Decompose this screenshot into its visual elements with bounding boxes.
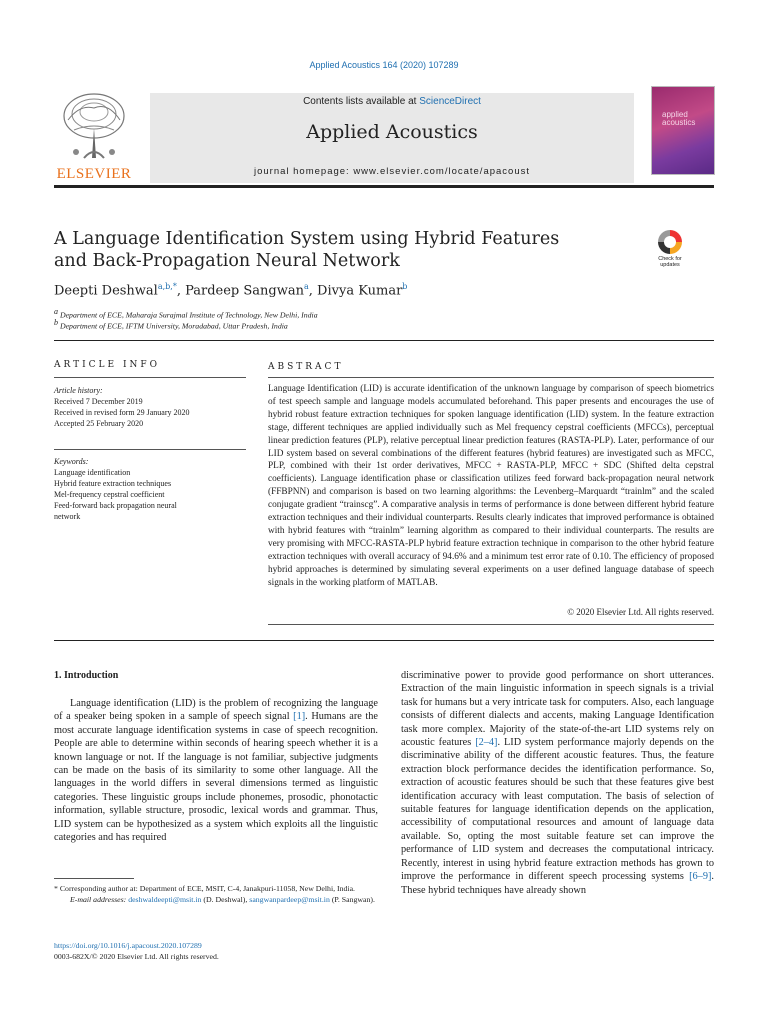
author-affil-sup[interactable]: a,b,* xyxy=(157,282,177,291)
paper-title xyxy=(54,228,574,272)
affiliation-text: Department of ECE, IFTM University, Moradabad, Uttar Pradesh, India xyxy=(59,321,288,331)
affiliation-sup: b xyxy=(54,318,58,327)
article-history xyxy=(54,385,249,429)
email-link[interactable]: deshwaldeepti@msit.in xyxy=(128,895,202,904)
footnote-rule xyxy=(54,878,134,879)
body-text: . These hybrid techniques have already shown xyxy=(401,871,714,896)
check-for-updates-button[interactable] xyxy=(650,228,690,268)
abstract-heading: ABSTRACT xyxy=(268,362,344,372)
citation-link[interactable]: [2–4] xyxy=(475,737,498,749)
doi-block xyxy=(54,940,219,962)
author-list xyxy=(54,282,407,298)
keyword: network xyxy=(54,512,81,521)
body-column-right xyxy=(401,669,714,897)
author-sep: , xyxy=(308,283,318,299)
body-text: . LID system performance majorly depends on the discriminative ability of the different acoustic features. Thus, the feature extraction block performance decides the identification performance. So, extraction of acoustic features should be such that these features give best identification accuracy with least computation. The basis of selection of suitable features for language identification depends on the application, accessibility of computational resources and amount of language data available. So, opting the most suitable feature set can improve the performance of LID system and decreases the computational intricacy. Recently, interest in using hybrid feature extraction methods has grown to improve the performance in different speech processing systems xyxy=(401,737,714,883)
publisher-wordmark: ELSEVIER xyxy=(56,166,132,182)
title-line-2: and Back-Propagation Neural Network xyxy=(54,251,400,271)
check-updates-label: Check for updates xyxy=(658,256,682,268)
history-item: Received in revised form 29 January 2020 xyxy=(54,408,190,417)
journal-title: Applied Acoustics xyxy=(306,121,478,143)
section-rule xyxy=(54,340,714,341)
author-name[interactable]: Deepti Deshwal xyxy=(54,283,158,299)
history-item: Received 7 December 2019 xyxy=(54,397,143,406)
tree-icon xyxy=(54,86,134,166)
journal-masthead xyxy=(150,93,634,183)
section-heading: 1. Introduction xyxy=(54,670,119,681)
email-line xyxy=(54,894,378,905)
contents-line xyxy=(150,96,634,107)
author-name[interactable]: Divya Kumar xyxy=(317,283,403,299)
section-rule xyxy=(54,640,714,641)
article-info-rule xyxy=(54,377,246,378)
keywords xyxy=(54,456,249,522)
doi-link[interactable]: https://doi.org/10.1016/j.apacoust.2020.107289 xyxy=(54,941,202,950)
affiliation-sup: a xyxy=(54,307,58,316)
body-text: . Humans are the most accurate language identification systems in case of speech recognition. People are able to determine within seconds of hearing speech whether it is a known language or not. If the language is not familiar, subjective judgments can be made on the basis of its similarity to some other language. All the languages in the world differs in several dimensions termed as linguistic categories. These linguistic groups include phonemes, prosodic, phonotactic information, syllable structure, prosodic, lexical words and grammar. Thus, LID system can be hypothesized as a system which exploits all the linguistic categories and has required xyxy=(54,711,379,844)
email-owner: (P. Sangwan). xyxy=(329,895,375,904)
affiliation xyxy=(54,318,288,331)
citation-link[interactable]: [1] xyxy=(293,711,306,723)
title-line-1: A Language Identification System using Hybrid Features xyxy=(54,229,560,249)
corresponding-author-note: * Corresponding author at: Department of ECE, MSIT, C-4, Janakpuri-11058, New Delhi, India. xyxy=(54,884,355,893)
body-text: discriminative power to provide good performance on short utterances. Extraction of the main linguistic information in speech signals is a trivial task for humans but a very intricate task for computers. Also, each language consists of different dialects and accents, making Language Identification task more complex. Majority of the state-of-the-art LID systems rely on acoustic features xyxy=(401,670,714,749)
crossmark-icon xyxy=(658,230,682,254)
sciencedirect-link[interactable]: ScienceDirect xyxy=(419,96,481,107)
body-text: Language identification (LID) is the problem of recognizing the language of a speaker being spoken in a sample of speech signal xyxy=(54,698,378,723)
elsevier-logo xyxy=(54,86,134,182)
body-column-left xyxy=(54,697,378,844)
history-label: Article history: xyxy=(54,386,103,395)
header-rule xyxy=(54,185,714,188)
keywords-label: Keywords: xyxy=(54,457,89,466)
keyword: Hybrid feature extraction techniques xyxy=(54,479,172,488)
email-label: E-mail addresses: xyxy=(70,895,129,904)
abstract-rule xyxy=(268,377,714,378)
article-info-rule xyxy=(54,449,246,450)
journal-homepage-link[interactable]: journal homepage: www.elsevier.com/locate/apacoust xyxy=(253,166,530,177)
author-affil-sup[interactable]: b xyxy=(402,282,408,291)
email-link[interactable]: sangwanpardeep@msit.in xyxy=(249,895,330,904)
footnote xyxy=(54,883,378,905)
copyright-notice: © 2020 Elsevier Ltd. All rights reserved. xyxy=(567,607,714,617)
journal-reference-link[interactable]: Applied Acoustics 164 (2020) 107289 xyxy=(309,60,459,70)
journal-cover-image[interactable] xyxy=(651,86,715,175)
author-affil-sup[interactable]: a xyxy=(304,282,309,291)
keyword: Feed-forward back propagation neural xyxy=(54,501,177,510)
cover-title: applied acoustics xyxy=(662,110,696,127)
author-name[interactable]: Pardeep Sangwan xyxy=(185,283,304,299)
contents-prefix: Contents lists available at xyxy=(303,96,420,107)
author-sep: , xyxy=(176,283,186,299)
keyword: Language identification xyxy=(54,468,131,477)
citation-link[interactable]: [6–9] xyxy=(689,871,712,883)
article-info-heading: ARTICLE INFO xyxy=(54,360,161,370)
issn-line: 0003-682X/© 2020 Elsevier Ltd. All rights reserved. xyxy=(54,952,219,961)
affiliation-text: Department of ECE, Maharaja Surajmal Institute of Technology, New Delhi, India xyxy=(59,310,318,320)
email-owner: (D. Deshwal), xyxy=(201,895,250,904)
keyword: Mel-frequency cepstral coefficient xyxy=(54,490,165,499)
abstract-text: Language Identification (LID) is accurate identification of the unknown language by comparison of speech biometrics of test speech sample and language models accumulated beforehand. This paper presents and encourages the use of hybrid robust feature extraction techniques for spoken language identification (LID) system. In the feature extraction stage, different techniques are applied individually such as Mel frequency cepstral coefficients (MFCCs), perceptual linear prediction features (PLP), relative perceptual linear prediction features (RASTA-PLP). Later, performance of our LID system based on several combinations of the different features (hybrid features) are investigated such as MFCC, PLP, combined with their 1st order derivatives, MFCC + RASTA-PLP, MFCC + SDC (Shifted delta cepstral coefficients). Language identification phase or classification utilizes feed forward back-propagation neural network (FFBPNN) and comparison is based on two learning algorithms: the Levenberg–Marquardt “trainlm” and the scaled conjugate gradient “trainscg”. A comparative analysis in terms of performance is done between different hybrid feature extraction techniques and their individual counterparts. Results clearly indicates that improved performance is obtained with hybrid features with “trainlm” learning algorithm as compared to their individual counterparts. The results are very promising with MFCC-RASTA-PLP hybrid feature extraction technique in comparison to the other hybrid feature extraction techniques with overall accuracy of 94.6% and a minimum test error rate of 0.10. The efficiency of proposed hybrid approaches is determined by simulating several experiments on a user defined language database of speech signals in the working platform of MATLAB. xyxy=(268,384,714,588)
history-item: Accepted 25 February 2020 xyxy=(54,419,144,428)
abstract-rule xyxy=(268,624,714,625)
